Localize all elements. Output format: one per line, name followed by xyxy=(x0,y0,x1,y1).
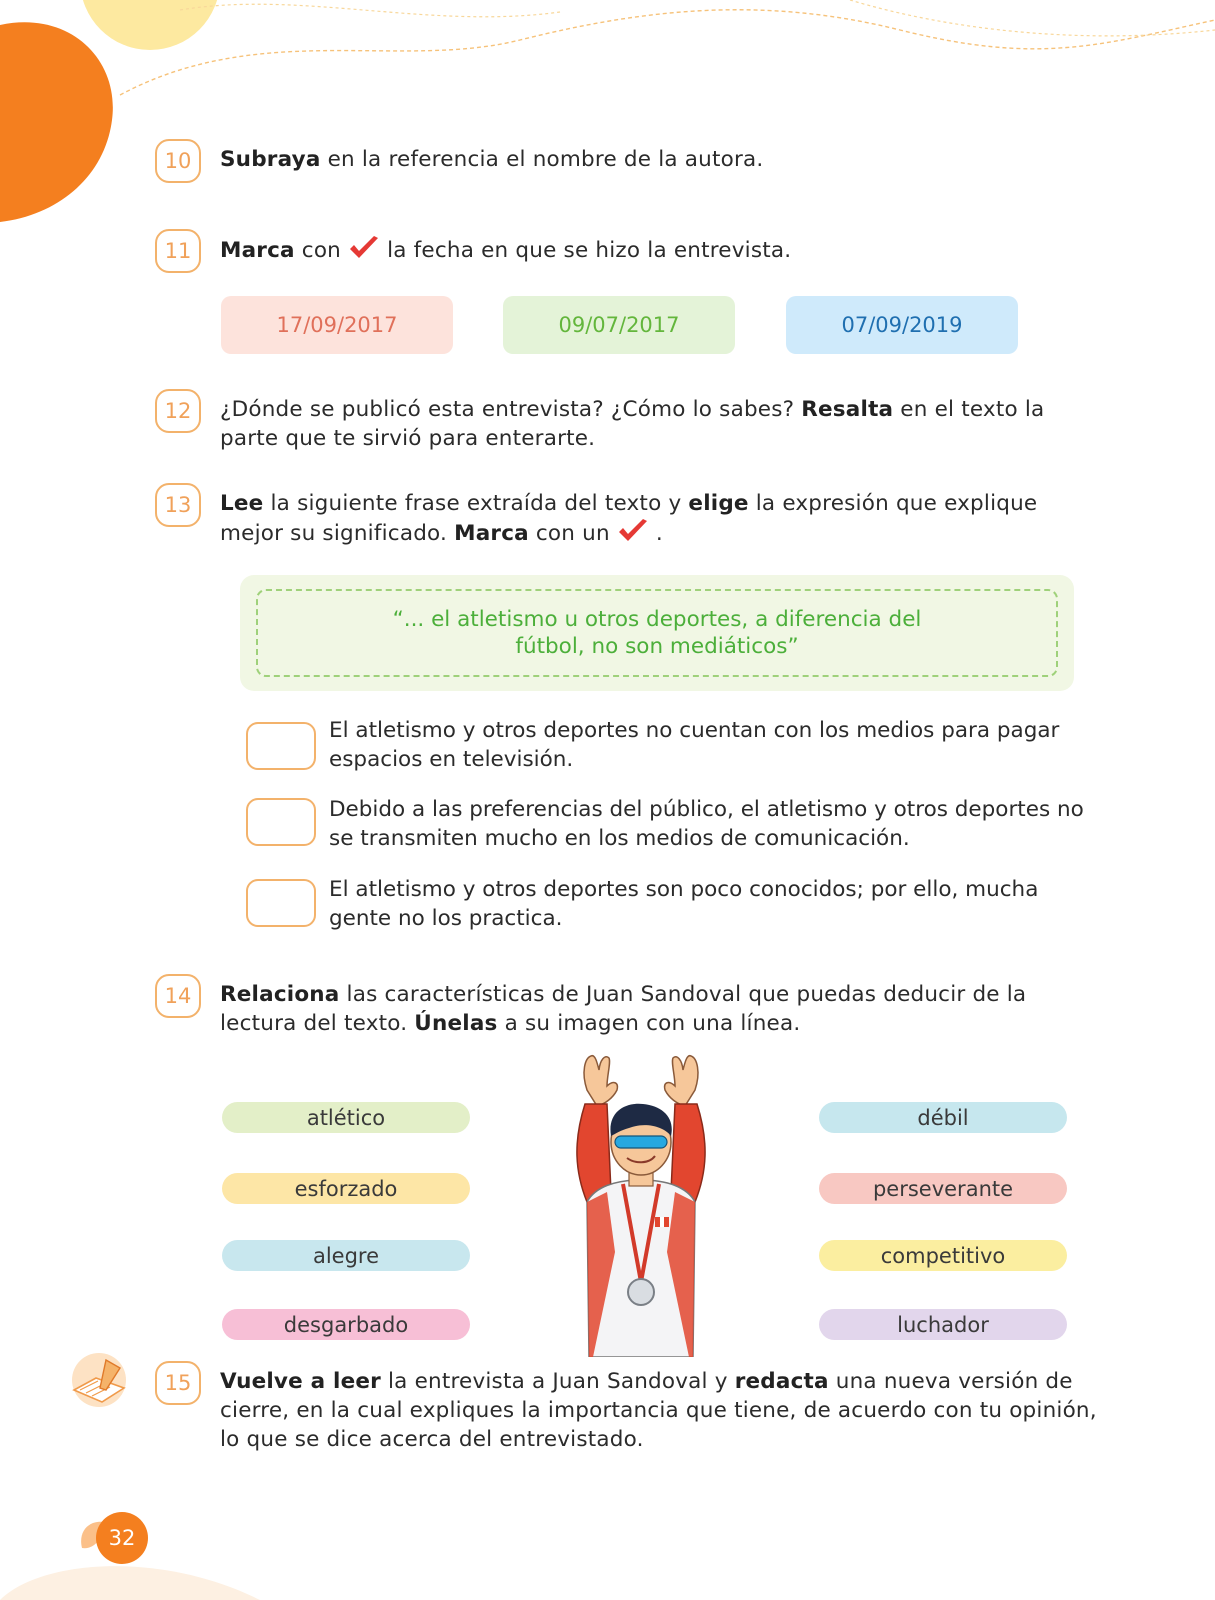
trait-esforzado[interactable]: esforzado xyxy=(222,1173,470,1204)
quote-box xyxy=(240,575,1074,691)
question-number: 14 xyxy=(155,974,201,1018)
question-text: Marca con la fecha en que se hizo la entrevista. xyxy=(220,235,1100,265)
trait-perseverante[interactable]: perseverante xyxy=(819,1173,1067,1204)
page-number: 32 xyxy=(96,1512,148,1564)
question-text: Lee la siguiente frase extraída del texto y elige la expresión que explique mejor su significado. Marca con un . xyxy=(220,491,1038,546)
question-text: Relaciona las características de Juan Sandoval que puedas deducir de la lectura del texto. Únelas a su imagen con una línea. xyxy=(220,982,1027,1036)
trait-desgarbado[interactable]: desgarbado xyxy=(222,1309,470,1340)
trait-competitivo[interactable]: competitivo xyxy=(819,1240,1067,1271)
question-number: 10 xyxy=(155,139,201,183)
trait-luchador[interactable]: luchador xyxy=(819,1309,1067,1340)
question-number: 15 xyxy=(155,1361,201,1405)
date-option-3[interactable]: 07/09/2019 xyxy=(786,296,1018,354)
check-icon xyxy=(617,518,649,544)
option-checkbox-3[interactable] xyxy=(246,879,316,927)
option-checkbox-2[interactable] xyxy=(246,798,316,846)
bottom-decoration xyxy=(0,1540,300,1600)
date-option-2[interactable]: 09/07/2017 xyxy=(503,296,735,354)
question-text: ¿Dónde se publicó esta entrevista? ¿Cómo lo sabes? Resalta en el texto la parte que te sirvió para enterarte. xyxy=(220,397,1045,451)
option-text-1: El atletismo y otros deportes no cuentan con los medios para pagar espacios en televisión. xyxy=(329,718,1060,772)
check-icon xyxy=(348,235,380,261)
option-text-2: Debido a las preferencias del público, el atletismo y otros deportes no se transmiten mucho en los medios de comunicación. xyxy=(329,797,1084,851)
question-text: Subraya en la referencia el nombre de la autora. xyxy=(220,147,764,172)
question-text: Vuelve a leer la entrevista a Juan Sandoval y redacta una nueva versión de cierre, en la cual expliques la importancia que tiene, de acuerdo con tu opinión, lo que se dice acerca del entrevistado. xyxy=(220,1369,1097,1452)
question-number: 13 xyxy=(155,483,201,527)
option-checkbox-1[interactable] xyxy=(246,722,316,770)
writing-icon xyxy=(66,1350,132,1408)
trait-debil[interactable]: débil xyxy=(819,1102,1067,1133)
trait-alegre[interactable]: alegre xyxy=(222,1240,470,1271)
trait-atletico[interactable]: atlético xyxy=(222,1102,470,1133)
quote-text: “... el atletismo u otros deportes, a diferencia del fútbol, no son mediáticos” xyxy=(256,589,1058,677)
date-option-1[interactable]: 17/09/2017 xyxy=(221,296,453,354)
question-number: 12 xyxy=(155,389,201,433)
athlete-illustration xyxy=(545,1052,745,1357)
top-decoration xyxy=(0,0,1215,240)
option-text-3: El atletismo y otros deportes son poco conocidos; por ello, mucha gente no los practica. xyxy=(329,877,1039,931)
question-number: 11 xyxy=(155,229,201,273)
